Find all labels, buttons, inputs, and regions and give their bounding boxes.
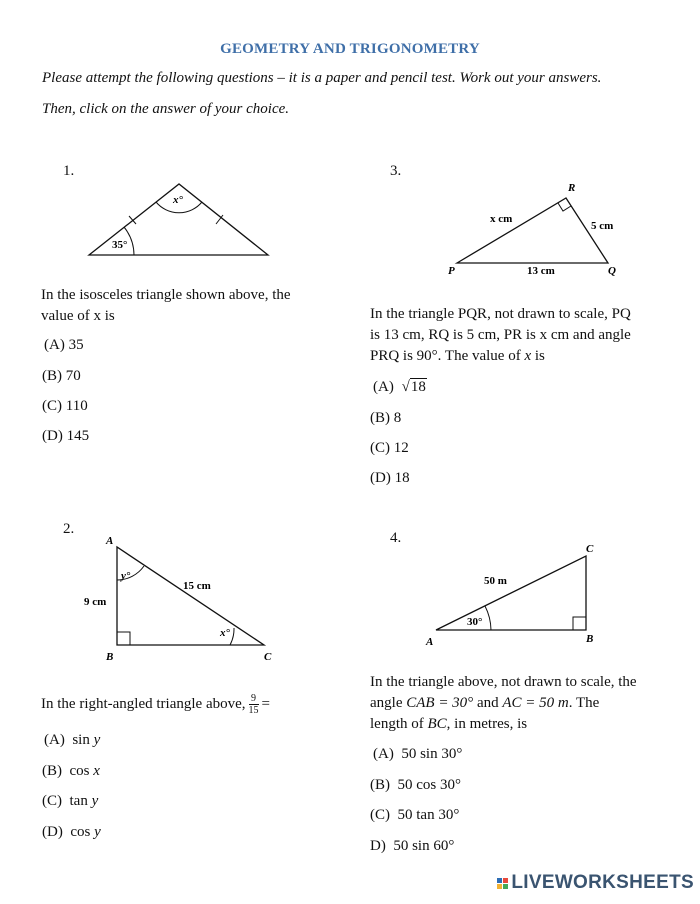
page-title: GEOMETRY AND TRIGONOMETRY: [220, 41, 480, 57]
question-1-number: 1.: [63, 163, 75, 179]
q3-option-b[interactable]: (B) 8: [370, 410, 402, 426]
question-4-text: In the triangle above, not drawn to scale, the angle CAB = 30° and AC = 50 m. The length of BC, in metres, is: [370, 674, 637, 732]
base-angle-label: 35°: [112, 239, 128, 251]
question-1-text: In the isosceles triangle shown above, the value of x is: [41, 287, 291, 324]
right-triangle-abc: [436, 556, 586, 630]
q4-option-d[interactable]: D) 50 sin 60°: [370, 838, 455, 854]
vertex-b-label: B: [586, 633, 594, 645]
question-1-diagram: [80, 178, 280, 263]
question-4-number: 4.: [390, 530, 402, 546]
vertex-a-label: A: [426, 636, 434, 648]
q2-option-b[interactable]: (B) cos x: [42, 763, 100, 779]
angle-x-arc: [230, 628, 234, 645]
question-2-number: 2.: [63, 521, 75, 537]
q1-option-c[interactable]: (C) 110: [42, 398, 88, 414]
q4-option-b[interactable]: (B) 50 cos 30°: [370, 777, 461, 793]
angle-30-arc: [485, 606, 491, 630]
q2-option-a[interactable]: (A) sin y: [44, 732, 101, 748]
question-4-diagram: [420, 538, 610, 650]
apex-angle-label: x°: [173, 194, 183, 206]
side-pq-label: 13 cm: [527, 265, 555, 277]
q3-option-d[interactable]: (D) 18: [370, 470, 410, 486]
question-2-diagram: [80, 532, 280, 667]
q1-option-a[interactable]: (A) 35: [44, 337, 84, 353]
angle-30-label: 30°: [467, 616, 483, 628]
vertex-q-label: Q: [608, 265, 616, 277]
q1-option-b[interactable]: (B) 70: [42, 368, 81, 384]
question-3-diagram: [440, 178, 630, 280]
vertex-c-label: C: [586, 543, 594, 555]
question-2-text: In the right-angled triangle above, $\frac{9}{15}$ =: [41, 693, 270, 716]
q4-option-a[interactable]: (A) 50 sin 30°: [373, 746, 463, 762]
q3-option-c[interactable]: (C) 12: [370, 440, 409, 456]
liveworksheets-logo-text: LIVEWORKSHEETS: [511, 872, 694, 893]
triangle-pqr: [457, 198, 608, 263]
side-rq-label: 5 cm: [591, 220, 614, 232]
right-triangle-abc: [117, 547, 264, 645]
right-angle-mark: [117, 632, 130, 645]
side-ab-label: 9 cm: [84, 596, 107, 608]
q2-option-c[interactable]: (C) tan y: [42, 793, 99, 809]
right-angle-mark: [558, 203, 571, 211]
question-3-number: 3.: [390, 163, 402, 179]
angle-y-label: y°: [121, 570, 131, 582]
liveworksheets-logo-icon: [497, 878, 508, 889]
side-ac-label: 15 cm: [183, 580, 211, 592]
vertex-r-label: R: [568, 182, 576, 194]
vertex-p-label: P: [448, 265, 455, 277]
instructions-line-1: Please attempt the following questions – it is a paper and pencil test. Work out your answers.: [42, 70, 602, 86]
hypotenuse-label: 50 m: [484, 575, 507, 587]
q4-option-c[interactable]: (C) 50 tan 30°: [370, 807, 460, 823]
side-pr-label: x cm: [490, 213, 513, 225]
q1-option-d[interactable]: (D) 145: [42, 428, 90, 444]
q2-option-d[interactable]: (D) cos y: [42, 824, 101, 840]
angle-x-label: x°: [220, 627, 230, 639]
right-angle-mark: [573, 617, 586, 630]
vertex-a-label: A: [106, 535, 114, 547]
instructions-line-2: Then, click on the answer of your choice.: [42, 101, 290, 117]
q3-option-a[interactable]: (A) √18: [373, 379, 426, 395]
liveworksheets-logo[interactable]: [497, 872, 694, 894]
vertex-c-label: C: [264, 651, 272, 663]
question-3-text: In the triangle PQR, not drawn to scale, PQ is 13 cm, RQ is 5 cm, PR is x cm and angle PRQ is 90°. The value of x is: [370, 306, 631, 364]
vertex-b-label: B: [106, 651, 114, 663]
